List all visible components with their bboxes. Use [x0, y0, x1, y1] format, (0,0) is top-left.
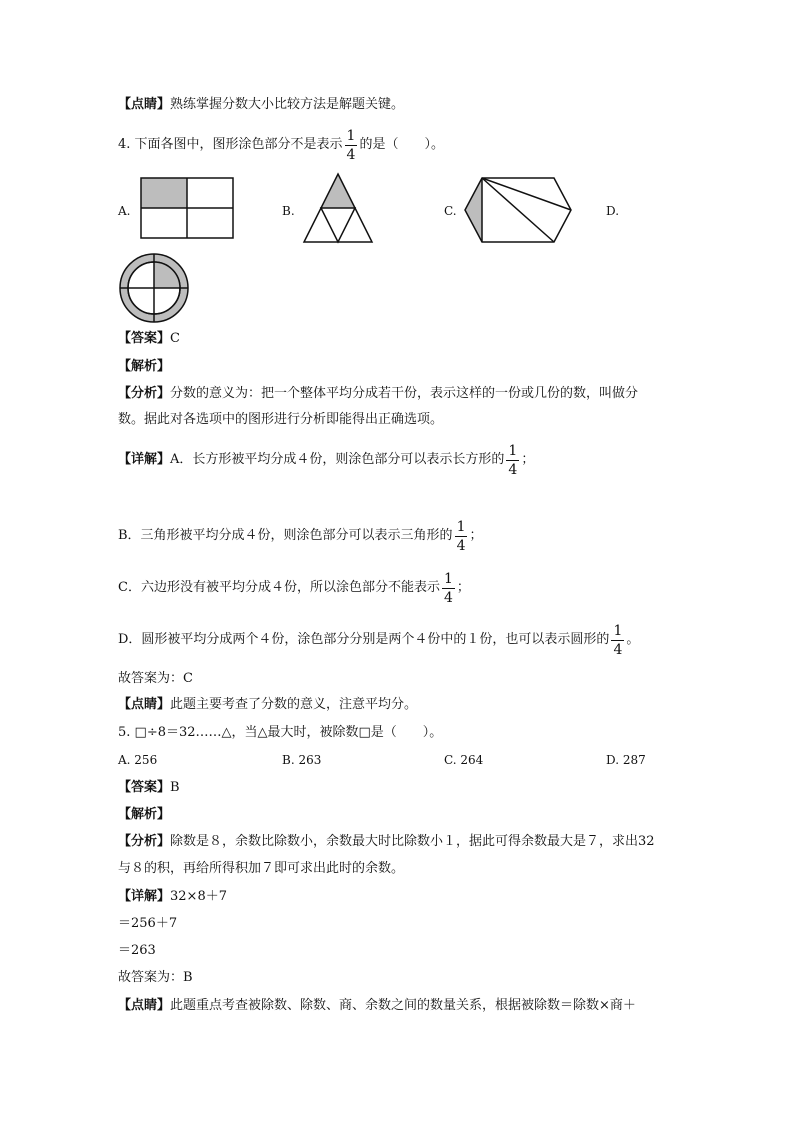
prev-tip-line	[118, 96, 404, 114]
q5-detail-line-1: 【详解】32×8＋7	[118, 889, 227, 904]
q5-option-b: B. 263	[282, 753, 322, 767]
tip-tag: 【点睛】	[118, 697, 171, 712]
q5-fenxi-line-1: 【分析】除数是８，余数比除数小，余数最大时比除数小１，据此可得余数最大是７，求出32	[118, 834, 655, 849]
q4-fenxi-line-1: 【分析】分数的意义为：把一个整体平均分成若干份，表示这样的一份或几份的数，叫做分	[118, 386, 639, 401]
q5-detail-line-2: ＝256＋7	[118, 916, 178, 931]
q4-stem-before: 4. 下面各图中，图形涂色部分不是表示	[118, 137, 343, 152]
q4-stem-after: 的是（ ）。	[359, 137, 444, 152]
q5-stem: 5. □÷8＝32……△，当△最大时，被除数□是（ ）。	[118, 725, 443, 740]
fenxi-tag: 【分析】	[118, 834, 171, 849]
answer-tag: 【答案】	[118, 780, 171, 795]
q4-option-a-label: A.	[118, 204, 131, 218]
figure-a-shaded	[141, 178, 187, 208]
detail-tag: 【详解】	[118, 452, 171, 467]
analysis-tag: 【解析】	[118, 807, 171, 822]
q4-detail-b: B．三角形被平均分成４份，则涂色部分可以表示三角形的 $\frac{1}{4}$ ；	[118, 518, 483, 554]
q4-detail-d: D．圆形被平均分成两个４份，涂色部分分别是两个４份中的１份，也可以表示圆形的 $\frac{1}{4}$ 。	[118, 622, 640, 658]
q5-conclusion: 故答案为：B	[118, 970, 193, 985]
tip-tag: 【点睛】	[118, 97, 171, 112]
q5-analysis-heading	[118, 806, 170, 824]
fraction-one-quarter: $\frac{1}{4}$	[613, 622, 623, 658]
q4-option-b-label: B.	[282, 204, 295, 218]
q4-fenxi-line-2: 数。据此对各选项中的图形进行分析即能得出正确选项。	[118, 412, 444, 427]
answer-tag: 【答案】	[118, 331, 171, 346]
q4-option-c-label: C.	[444, 204, 457, 218]
analysis-tag: 【解析】	[118, 359, 171, 374]
fraction-one-quarter: $\frac{1}{4}$	[443, 570, 453, 606]
figure-d-circle	[118, 252, 190, 324]
figure-b-shaded	[321, 174, 355, 208]
q5-fenxi-line-2: 与８的积，再给所得积加７即可求出此时的余数。	[118, 861, 405, 876]
answer-value: B	[170, 780, 180, 795]
q4-stem	[118, 128, 444, 162]
figure-b-triangle	[302, 172, 374, 244]
q5-option-a: A. 256	[118, 753, 158, 767]
q5-option-c: C. 264	[444, 753, 484, 767]
q5-answer-line	[118, 779, 180, 797]
figure-c-shaded	[465, 178, 482, 242]
detail-tag: 【详解】	[118, 889, 171, 904]
fenxi-tag: 【分析】	[118, 386, 171, 401]
q4-detail-c: C．六边形没有被平均分成４份，所以涂色部分不能表示 $\frac{1}{4}$ ；	[118, 570, 470, 606]
q4-conclusion: 故答案为：C	[118, 671, 193, 686]
tip-tag: 【点睛】	[118, 998, 171, 1013]
figure-c-hexagon	[462, 176, 574, 244]
fraction-one-quarter: $\frac{1}{4}$	[346, 127, 356, 163]
q4-answer-line	[118, 330, 180, 348]
q4-detail-a: 【详解】 A．长方形被平均分成４份，则涂色部分可以表示长方形的 $\frac{1}{4}$ ；	[118, 442, 535, 478]
answer-value: C	[170, 331, 180, 346]
q4-analysis-heading	[118, 358, 170, 376]
fraction-one-quarter: $\frac{1}{4}$	[456, 518, 466, 554]
tip-text: 熟练掌握分数大小比较方法是解题关键。	[170, 97, 405, 112]
figure-a-rectangle	[140, 177, 234, 239]
q5-option-d: D. 287	[606, 753, 646, 767]
q5-detail-line-3: ＝263	[118, 943, 156, 958]
fraction-one-quarter: $\frac{1}{4}$	[508, 442, 518, 478]
q4-tip-line: 【点睛】此题主要考查了分数的意义，注意平均分。	[118, 697, 418, 712]
q4-option-d-label: D.	[606, 204, 620, 218]
q5-tip-line: 【点睛】此题重点考查被除数、除数、商、余数之间的数量关系，根据被除数＝除数×商＋	[118, 998, 636, 1013]
